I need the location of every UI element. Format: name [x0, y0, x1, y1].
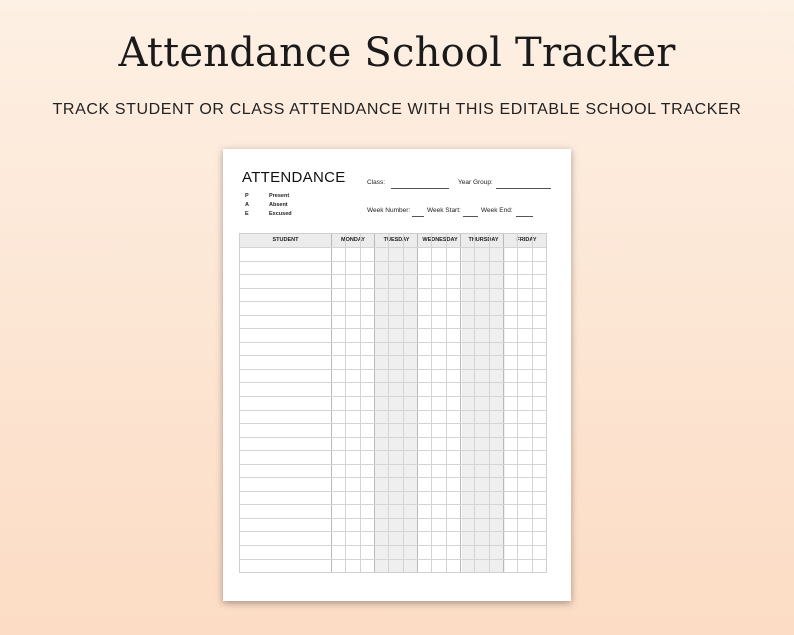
banner-subtitle: TRACK STUDENT OR CLASS ATTENDANCE WITH THIS EDITABLE SCHOOL TRACKER [52, 101, 742, 118]
table-row-divider [240, 355, 546, 356]
table-row-divider [240, 477, 546, 478]
sheet-title: ATTENDANCE [242, 169, 346, 186]
table-row-divider [240, 369, 546, 370]
subcolumn-divider [388, 234, 389, 572]
subcolumn-divider [474, 234, 475, 572]
day-divider [503, 234, 504, 572]
wednesday-column-header: WEDNESDAY [422, 237, 458, 243]
table-row-divider [240, 328, 546, 329]
class-field[interactable] [391, 188, 449, 189]
table-row-divider [240, 531, 546, 532]
table-row-divider [240, 382, 546, 383]
table-row-divider [240, 315, 546, 316]
attendance-sheet [223, 149, 571, 601]
week-end-field[interactable] [516, 216, 533, 217]
table-row-divider [240, 545, 546, 546]
week-start-field[interactable] [463, 216, 478, 217]
subcolumn-divider [446, 234, 447, 572]
table-row-divider [240, 288, 546, 289]
week-start-label: Week Start: [427, 207, 461, 214]
table-row-divider [240, 342, 546, 343]
legend-code: P [245, 193, 249, 199]
legend-item-absent [245, 202, 292, 211]
table-row-divider [240, 261, 546, 262]
monday-column-header: MONDAY [341, 237, 365, 243]
tuesday-column-shade [375, 234, 418, 572]
tuesday-column-header: TUESDAY [383, 237, 410, 243]
subcolumn-divider [517, 234, 518, 572]
legend-code: A [245, 202, 249, 208]
subcolumn-divider [360, 234, 361, 572]
legend-code: E [245, 211, 249, 217]
legend-label: Present [269, 193, 290, 199]
week-end-label: Week End: [481, 207, 513, 214]
table-row-divider [240, 247, 546, 248]
legend-label: Absent [269, 202, 288, 208]
student-column-header: STUDENT [272, 237, 299, 243]
table-row-divider [240, 423, 546, 424]
legend-item-excused [245, 211, 292, 220]
banner-title: Attendance School Tracker [118, 30, 676, 76]
legend [245, 193, 292, 220]
attendance-table [239, 233, 547, 573]
table-row-divider [240, 464, 546, 465]
year-group-label: Year Group: [458, 179, 493, 186]
subcolumn-divider [532, 234, 533, 572]
table-row-divider [240, 301, 546, 302]
day-divider [374, 234, 375, 572]
table-row-divider [240, 518, 546, 519]
thursday-column-shade [462, 234, 505, 572]
class-label: Class: [367, 179, 386, 186]
subcolumn-divider [431, 234, 432, 572]
friday-column-header: FRIDAY [516, 237, 537, 243]
week-number-label: Week Number: [367, 207, 411, 214]
subcolumn-divider [489, 234, 490, 572]
table-row-divider [240, 559, 546, 560]
year-group-field[interactable] [496, 188, 551, 189]
day-divider [331, 234, 332, 572]
table-row-divider [240, 396, 546, 397]
table-row-divider [240, 504, 546, 505]
table-row-divider [240, 274, 546, 275]
day-divider [460, 234, 461, 572]
subcolumn-divider [345, 234, 346, 572]
table-row-divider [240, 437, 546, 438]
table-row-divider [240, 410, 546, 411]
day-divider [417, 234, 418, 572]
legend-label: Excused [269, 211, 292, 217]
legend-item-present [245, 193, 292, 202]
thursday-column-header: THURSDAY [468, 237, 499, 243]
subcolumn-divider [403, 234, 404, 572]
table-row-divider [240, 450, 546, 451]
week-number-field[interactable] [412, 216, 424, 217]
table-row-divider [240, 491, 546, 492]
